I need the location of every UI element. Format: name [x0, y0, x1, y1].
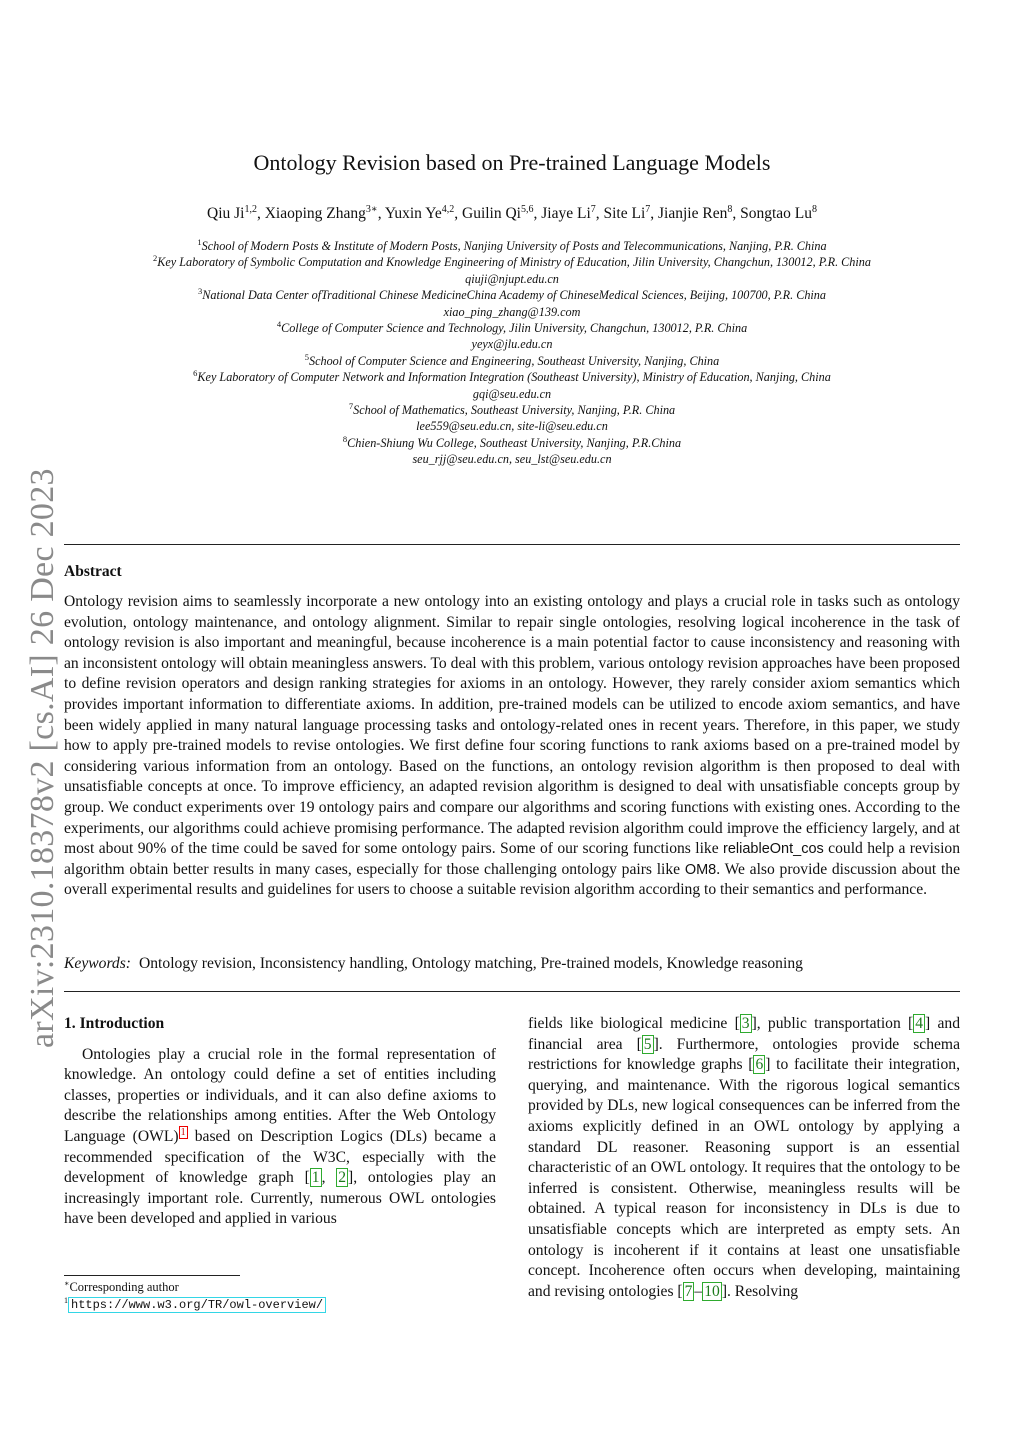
author: Qiu Ji$^{1,2}$ — [207, 203, 257, 222]
author: Jiaye Li$^7$ — [541, 203, 596, 222]
intro-paragraph: Ontologies play a crucial role in the formal representation of knowledge. An ontology could define a set of entities including classes, properties or individuals, and it can also define axioms to describe the relationships among entities. After the Web Ontology Language (OWL) $^1$ based on Description Logics (DLs) became a recommended specification of the W3C, especially with the development of knowledge graph [ 1 , 2 ], ontologies play an increasingly important role. Currently, numerous OWL ontologies have been developed and applied in various — [64, 1045, 497, 1228]
affiliation-email: lee559@seu.edu.cn, site-li@seu.edu.cn — [416, 419, 608, 434]
citation-link[interactable]: 10 — [704, 1282, 720, 1300]
term-reliableont-cos: reliableOnt_cos — [723, 841, 824, 858]
affiliation: $^4$College of Computer Science and Technology, Jilin University, Changchun, 130012, P.R. China — [276, 318, 748, 336]
affiliation: $^3$National Data Center ofTraditional Chinese MedicineChina Academy of ChineseMedical Sciences, Beijing, 100700, P.R. China — [198, 286, 826, 303]
citation-link[interactable]: 1 — [311, 1169, 320, 1187]
citation-link[interactable]: 5 — [643, 1035, 652, 1053]
citation-link[interactable]: 6 — [755, 1056, 764, 1074]
keywords-text: Ontology revision, Inconsistency handling, Ontology matching, Pre-trained models, Knowledge reasoning — [139, 955, 803, 972]
affiliation: $^5$School of Computer Science and Engineering, Southeast University, Nanjing, China — [304, 351, 720, 368]
arxiv-watermark: arXiv:2310.18378v2 [cs.AI] 26 Dec 2023 — [24, 468, 61, 1048]
affiliation: $^7$School of Mathematics, Southeast University, Nanjing, P.R. China — [348, 401, 676, 418]
author: Guilin Qi$^{5,6}$ — [462, 203, 534, 222]
keywords-label: Keywords: — [64, 955, 131, 972]
affiliation: $^2$Key Laboratory of Symbolic Computation and Knowledge Engineering of Ministry of Education, Jilin University, Changchun, 130012, P.R. China — [153, 253, 871, 270]
affiliation: $^8$Chien-Shiung Wu College, Southeast University, Nanjing, P.R.China — [342, 433, 682, 450]
affiliation-list — [60, 238, 964, 468]
footnote-link-1[interactable]: 1 — [180, 1126, 186, 1138]
abstract-body: Ontology revision aims to seamlessly incorporate a new ontology into an existing ontology and plays a crucial role in tasks such as ontology evolution, ontology maintenance, and ontology alignment. Similar to repair single ontologies, resolving logical incoherence in the task of ontology revision is also important and meaningful, because incoherence is a main potential factor to cause inconsistency and reasoning with an inconsistent ontology will obtain meaningless answers. To deal with this problem, various ontology revision approaches have been proposed to define revision operators and design ranking strategies for axioms in an ontology. However, they rarely consider axiom semantics which provides important information to differentiate axioms. In addition, pre-trained models can be utilized to encode axiom semantics, and have been widely applied in many natural language processing tasks and ontology-related ones in recent years. Therefore, in this paper, we study how to apply pre-trained models to revise ontologies. We first define four scoring functions to rank axioms based on a pre-trained model by considering various information from an ontology. Based on the functions, an ontology revision algorithm is then proposed to deal with unsatisfiable concepts at once. To improve efficiency, an adapted revision algorithm is designed to deal with unsatisfiable concepts group by group. We conduct experiments over 19 ontology pairs and compare our algorithms and scoring functions with existing ones. According to the experiments, our algorithms could achieve promising performance. The adapted revision algorithm could improve the efficiency largely, and at most about 90% of the time could be saved for some ontology pairs. Some of our scoring functions like reliableOnt_cos could help a revision algorithm obtain better results in many cases, especially for those challenging ontology pairs like OM8. We also provide discussion about the overall experimental results and guidelines for users to choose a suitable revision algorithm according to their semantics and performance. — [64, 593, 961, 899]
footnotes — [64, 1279, 326, 1314]
affiliation-email: gqi@seu.edu.cn — [472, 386, 552, 401]
citation-link[interactable]: 7 — [684, 1282, 693, 1300]
affiliation-email: seu_rjj@seu.edu.cn, seu_lst@seu.edu.cn — [412, 452, 612, 467]
citation-link[interactable]: 4 — [915, 1015, 924, 1032]
abstract-top-rule — [64, 544, 960, 545]
section-heading-introduction: 1. Introduction — [64, 1015, 165, 1032]
paper-title: Ontology Revision based on Pre-trained Language Models — [253, 150, 771, 175]
affiliation-email: xiao_ping_zhang@139.com — [443, 304, 581, 319]
affiliation: $^6$Key Laboratory of Computer Network and Information Integration (Southeast University), Ministry of Education, Nanjing, China — [193, 368, 831, 385]
term-om8: OM8 — [684, 861, 717, 878]
intro-right-column: fields like biological medicine [ 3 ], public transportation [ 4 ] and financial area [ 5 ]. Furthermore, ontologies provide schema restrictions for knowledge graphs [ 6 ] to facilitate their integration, querying, and maintenance. With the rigorous logical semantics provided by DLs, new logical consequences can be inferred from the axioms explicitly defined in an OWL ontology by applying a standard DL reasoner. Reasoning support is an essential characteristic of an OWL ontology. It requires that the ontology to be inferred is consistent. Otherwise, meaningless results will be obtained. A typical reason for inconsistency in DLs is due to unsatisfiable concepts which are interpreted as empty sets. An ontology is incoherent if it contains at least one unsatisfiable concept. Incoherence often occurs when developing, maintaining and revising ontologies [ 7 – 10 ]. Resolving — [528, 1015, 960, 1300]
footnote-corresponding: ∗Corresponding author — [64, 1278, 179, 1294]
citation-link[interactable]: 3 — [741, 1015, 750, 1032]
author: Jianjie Ren$^8$ — [658, 203, 733, 222]
affiliation-email: qiuji@njupt.edu.cn — [465, 271, 559, 286]
author: Site Li$^7$ — [603, 203, 651, 222]
author: Xiaoping Zhang$^{3∗}$ — [264, 203, 378, 222]
abstract-heading: Abstract — [64, 563, 122, 580]
footnote-1: $^1$ https://www.w3.org/TR/owl-overview/ — [64, 1296, 326, 1314]
affiliation-email: yeyx@jlu.edu.cn — [471, 337, 553, 352]
affiliation: $^1$School of Modern Posts & Institute of Modern Posts, Nanjing University of Posts and Telecommunications, Nanjing, P.R. China — [197, 236, 827, 253]
footnote-rule — [64, 1275, 240, 1276]
citation-link[interactable]: 2 — [338, 1169, 347, 1187]
keywords — [64, 955, 960, 973]
intro-left-column — [64, 1014, 496, 1230]
author-list: Qiu Ji$^{1,2}$, Xiaoping Zhang$^{3∗}$, Yuxin Ye$^{4,2}$, Guilin Qi$^{5,6}$, Jiaye Li$^7$, Site Li$^7$, Jianjie Ren$^8$, Songtao Lu$^8$ — [207, 203, 817, 222]
owl-overview-link[interactable]: https://www.w3.org/TR/owl-overview/ — [68, 1297, 326, 1313]
abstract-bottom-rule — [64, 991, 960, 992]
author: Yuxin Ye$^{4,2}$ — [384, 203, 455, 222]
author: Songtao Lu$^8$ — [740, 203, 817, 222]
